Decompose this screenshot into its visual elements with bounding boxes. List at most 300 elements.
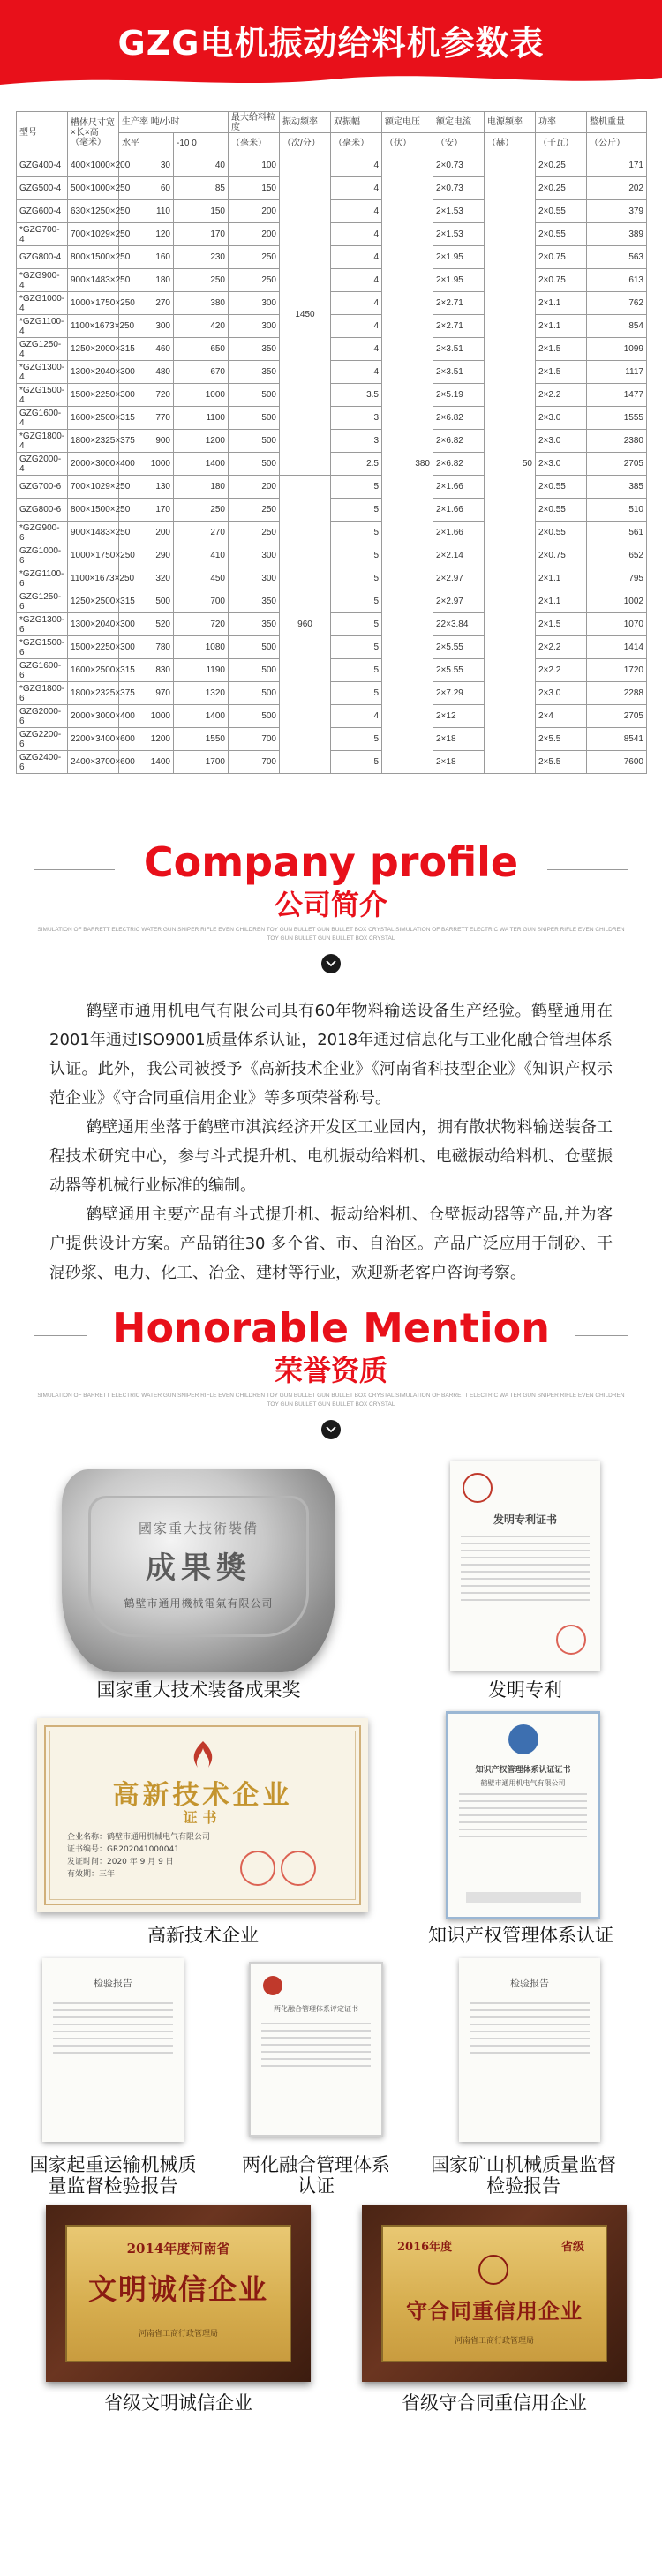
cell-max-feed-size: 250 (229, 269, 280, 292)
table-row (17, 751, 647, 774)
cell-weight: 202 (587, 177, 647, 200)
cell-chute-size: 2400×3700×600 (68, 751, 119, 774)
cell-model: GZG1250-4 (17, 338, 68, 361)
cell-power: 2×1.1 (536, 292, 587, 315)
page-title: GZG电机振动给料机参数表 (117, 24, 545, 63)
cell-amplitude: 4 (331, 292, 382, 315)
cell-max-feed-size: 250 (229, 246, 280, 269)
seal-icon (240, 1851, 275, 1886)
cell-model: GZG400-4 (17, 154, 68, 177)
header-freq-unit: （次/分） (280, 133, 331, 154)
cell-power: 2×0.55 (536, 200, 587, 223)
cell-capacity-horizontal: 270 (119, 292, 174, 315)
cell-power: 2×1.1 (536, 567, 587, 590)
cell-chute-size: 2000×3000×400 (68, 453, 119, 476)
header-current: 额定电流 (433, 112, 485, 133)
cell-capacity-horizontal: 180 (119, 269, 174, 292)
cell-current: 2×5.55 (433, 659, 485, 682)
cell-current: 2×12 (433, 705, 485, 728)
cell-current: 2×2.71 (433, 315, 485, 338)
plaque-subtitle: 國家重大技術裝備 (138, 1521, 259, 1536)
cell-amplitude: 3 (331, 407, 382, 430)
caption-integration: 两化融合管理体系认证 (242, 2154, 390, 2197)
cell-capacity-incline: 1400 (174, 705, 229, 728)
cell-weight: 652 (587, 544, 647, 567)
cell-current: 2×0.73 (433, 154, 485, 177)
cell-weight: 561 (587, 522, 647, 544)
cell-capacity-horizontal: 460 (119, 338, 174, 361)
cell-current: 2×18 (433, 751, 485, 774)
table-row (17, 292, 647, 315)
wenming-year: 2014年度河南省 (126, 2241, 230, 2257)
cell-weight: 8541 (587, 728, 647, 751)
cell-current: 2×2.71 (433, 292, 485, 315)
cell-chute-size: 1300×2040×300 (68, 361, 119, 384)
cell-current: 2×5.19 (433, 384, 485, 407)
shouhe-main: 守合同重信用企业 (406, 2298, 583, 2324)
header-voltage: 额定电压 (382, 112, 433, 133)
report-title: 检验报告 (94, 1978, 132, 1989)
hoisting-machinery-inspection-report (42, 1958, 184, 2142)
cell-power: 2×0.55 (536, 522, 587, 544)
cell-power: 2×1.5 (536, 338, 587, 361)
cell-current: 2×3.51 (433, 361, 485, 384)
cell-max-feed-size: 200 (229, 223, 280, 246)
patent-title: 发明专利证书 (493, 1513, 557, 1526)
cell-capacity-horizontal: 160 (119, 246, 174, 269)
table-row (17, 636, 647, 659)
cell-capacity-incline: 180 (174, 476, 229, 499)
cell-current: 2×1.66 (433, 522, 485, 544)
cell-chute-size: 1300×2040×300 (68, 613, 119, 636)
cell-model: GZG1000-6 (17, 544, 68, 567)
cell-weight: 510 (587, 499, 647, 522)
cell-weight: 613 (587, 269, 647, 292)
company-profile-tiny-text: SIMULATION OF BARRETT ELECTRIC WATER GUN SNIPER RIFLE EVEN CHILDREN TOY GUN BULLET GUN BULLET BOX CRYSTAL SIMULATION OF BARRETT ELECTRIC WA TER GUN SNIPER RIFLE EVEN CHILDREN TOY GUN BULLET GUN BULLET BOX CRYSTAL (37, 927, 625, 942)
cell-capacity-incline: 450 (174, 567, 229, 590)
cell-max-feed-size: 500 (229, 659, 280, 682)
cell-capacity-incline: 1700 (174, 751, 229, 774)
cell-power: 2×0.25 (536, 154, 587, 177)
cell-model: GZG2000-6 (17, 705, 68, 728)
cell-model: *GZG1500-4 (17, 384, 68, 407)
cell-weight: 171 (587, 154, 647, 177)
cell-chute-size: 1100×1673×250 (68, 567, 119, 590)
cell-max-feed-size: 700 (229, 751, 280, 774)
table-header-row (17, 112, 647, 133)
header-power: 功率 (536, 112, 587, 133)
table-row (17, 338, 647, 361)
caption-hoisting-report: 国家起重运输机械质量监督检验报告 (29, 2154, 197, 2197)
mining-machinery-inspection-report (459, 1958, 600, 2142)
cell-model: *GZG1300-4 (17, 361, 68, 384)
caption-ip-management: 知识产权管理体系认证 (428, 1925, 613, 1946)
table-row (17, 361, 647, 384)
cell-model: GZG2200-6 (17, 728, 68, 751)
cell-amplitude: 5 (331, 567, 382, 590)
cell-chute-size: 630×1250×250 (68, 200, 119, 223)
cell-amplitude: 4 (331, 361, 382, 384)
header-capacity-incline: -10 0 (174, 133, 229, 154)
header-wave-decoration (0, 65, 662, 92)
header-amp-unit: （毫米） (331, 133, 382, 154)
cell-capacity-incline: 150 (174, 200, 229, 223)
cell-current: 2×7.29 (433, 682, 485, 705)
cell-amplitude: 5 (331, 499, 382, 522)
cell-power: 2×3.0 (536, 453, 587, 476)
cell-weight: 795 (587, 567, 647, 590)
cell-amplitude: 5 (331, 751, 382, 774)
caption-contract-credit: 省级守合同重信用企业 (402, 2392, 587, 2414)
cell-amplitude: 5 (331, 476, 382, 499)
cell-capacity-horizontal: 300 (119, 315, 174, 338)
header-weight: 整机重量 (587, 112, 647, 133)
cell-voltage: 380 (382, 154, 433, 774)
cell-capacity-incline: 1550 (174, 728, 229, 751)
header-chute: 槽体尺寸宽×长×高（毫米） (68, 112, 119, 154)
cell-model: *GZG1300-6 (17, 613, 68, 636)
ip-management-certificate (446, 1711, 600, 1919)
cell-weight: 7600 (587, 751, 647, 774)
flame-icon (185, 1739, 221, 1769)
cell-model: *GZG1100-6 (17, 567, 68, 590)
spec-table-container (0, 92, 662, 774)
cell-amplitude: 4 (331, 177, 382, 200)
cell-chute-size: 2200×3400×600 (68, 728, 119, 751)
cell-weight: 385 (587, 476, 647, 499)
wenming-main: 文明诚信企业 (87, 2272, 268, 2306)
ip-cert-text-lines (448, 1793, 598, 1837)
caption-high-tech: 高新技术企业 (147, 1925, 259, 1946)
plaque-main-text: 成果獎 (146, 1551, 252, 1586)
cell-chute-size: 500×1000×250 (68, 177, 119, 200)
profile-paragraph-3: 鹤壁通用主要产品有斗式提升机、振动给料机、仓壁振动器等产品,并为客户提供设计方案。产品销往30 多个省、市、自治区。产品广泛应用于制砂、干混砂浆、电力、化工、冶金、建材等行业，欢迎新老客户咨询考察。 (49, 1205, 613, 1282)
cell-model: *GZG1800-4 (17, 430, 68, 453)
cell-weight: 379 (587, 200, 647, 223)
cell-max-feed-size: 350 (229, 590, 280, 613)
header-power-unit: （千瓦） (536, 133, 587, 154)
cell-model: GZG2000-4 (17, 453, 68, 476)
cell-weight: 389 (587, 223, 647, 246)
cell-power: 2×5.5 (536, 728, 587, 751)
cell-capacity-horizontal: 1400 (119, 751, 174, 774)
cell-max-feed-size: 300 (229, 292, 280, 315)
cell-max-feed-size: 350 (229, 338, 280, 361)
page-header (0, 0, 662, 92)
seal-icon (281, 1851, 316, 1886)
cell-capacity-horizontal: 500 (119, 590, 174, 613)
cell-max-feed-size: 300 (229, 544, 280, 567)
table-row (17, 430, 647, 453)
caption-patent: 发明专利 (488, 1679, 562, 1701)
cell-model: GZG500-4 (17, 177, 68, 200)
cell-capacity-horizontal: 520 (119, 613, 174, 636)
report-text-lines (42, 2002, 184, 2054)
cell-capacity-horizontal: 900 (119, 430, 174, 453)
cell-power: 2×0.75 (536, 544, 587, 567)
table-row (17, 223, 647, 246)
cell-current: 2×6.82 (433, 407, 485, 430)
profile-paragraph-1: 鹤壁市通用机电气有限公司具有60年物料输送设备生产经验。鹤壁通用在2001年通过ISO9001质量体系认证，2018年通过信息化与工业化融合管理体系认证。此外，我公司被授予《高新技术企业》《河南省科技型企业》《知识产权示范企业》《守合同重信用企业》等多项荣誉称号。 (49, 1002, 613, 1108)
header-maxsize-unit: （毫米） (229, 133, 280, 154)
honorable-mention-title-zh: 荣誉资质 (274, 1354, 387, 1387)
cell-current: 2×2.97 (433, 567, 485, 590)
cell-weight: 1099 (587, 338, 647, 361)
cell-capacity-incline: 670 (174, 361, 229, 384)
cell-weight: 563 (587, 246, 647, 269)
cell-amplitude: 5 (331, 544, 382, 567)
gaoxin-line-3: 发证时间：2020 年 9 月 9 日 (67, 1858, 174, 1866)
patent-text-lines (450, 1536, 600, 1601)
company-profile-title-zh: 公司简介 (274, 888, 387, 921)
cell-max-feed-size: 500 (229, 430, 280, 453)
cell-capacity-horizontal: 200 (119, 522, 174, 544)
certificates-gallery (0, 1461, 662, 2422)
cell-chute-size: 1800×2325×375 (68, 430, 119, 453)
cell-current: 2×0.73 (433, 177, 485, 200)
cell-max-feed-size: 100 (229, 154, 280, 177)
cell-amplitude: 5 (331, 728, 382, 751)
cell-capacity-incline: 170 (174, 223, 229, 246)
cell-capacity-incline: 720 (174, 613, 229, 636)
cell-model: *GZG900-4 (17, 269, 68, 292)
table-row (17, 613, 647, 636)
cell-max-feed-size: 500 (229, 453, 280, 476)
table-row (17, 659, 647, 682)
company-profile-title-en: Company profile (143, 838, 519, 886)
cell-weight: 762 (587, 292, 647, 315)
gaoxin-subtitle: 证书 (183, 1809, 222, 1826)
cell-power: 2×3.0 (536, 430, 587, 453)
cell-chute-size: 1250×2500×315 (68, 590, 119, 613)
cell-model: GZG1600-6 (17, 659, 68, 682)
cell-weight: 1414 (587, 636, 647, 659)
header-model: 型号 (17, 112, 68, 154)
cell-max-feed-size: 350 (229, 361, 280, 384)
cell-power: 2×1.1 (536, 590, 587, 613)
lianghua-title: 两化融合管理体系评定证书 (274, 2005, 358, 2013)
cell-capacity-horizontal: 130 (119, 476, 174, 499)
cell-amplitude: 2.5 (331, 453, 382, 476)
cell-power: 2×2.2 (536, 384, 587, 407)
cell-capacity-horizontal: 290 (119, 544, 174, 567)
cell-chute-size: 1100×1673×250 (68, 315, 119, 338)
gaoxin-title: 高新技术企业 (112, 1780, 293, 1811)
cell-max-feed-size: 150 (229, 177, 280, 200)
spec-table (16, 111, 647, 774)
cell-weight: 854 (587, 315, 647, 338)
chevron-down-icon (321, 1420, 341, 1439)
cell-capacity-horizontal: 170 (119, 499, 174, 522)
header-amp: 双振幅 (331, 112, 382, 133)
cell-capacity-incline: 700 (174, 590, 229, 613)
header-capacity: 生产率 吨/小时 (119, 112, 229, 133)
cell-capacity-horizontal: 720 (119, 384, 174, 407)
cell-current: 2×2.97 (433, 590, 485, 613)
cell-power: 2×2.2 (536, 636, 587, 659)
cell-capacity-horizontal: 110 (119, 200, 174, 223)
cell-power: 2×1.1 (536, 315, 587, 338)
cell-power: 2×0.75 (536, 269, 587, 292)
shouhe-level: 省级 (560, 2241, 584, 2254)
cell-power: 2×0.55 (536, 223, 587, 246)
caption-civilized-enterprise: 省级文明诚信企业 (104, 2392, 252, 2414)
emblem-icon (478, 2255, 508, 2285)
cell-amplitude: 3.5 (331, 384, 382, 407)
caption-achievement-award: 国家重大技术装备成果奖 (96, 1679, 301, 1701)
cell-model: GZG700-6 (17, 476, 68, 499)
cell-capacity-horizontal: 60 (119, 177, 174, 200)
gaoxin-line-2: 证书编号：GR202041000041 (67, 1845, 179, 1854)
cell-max-feed-size: 300 (229, 567, 280, 590)
table-row (17, 705, 647, 728)
achievement-award-plaque (62, 1469, 335, 1672)
cell-weight: 1720 (587, 659, 647, 682)
company-profile-text (0, 973, 662, 1288)
plaque-bottom-text: 鶴壁市通用機械電氣有限公司 (124, 1597, 274, 1610)
cell-weight: 1477 (587, 384, 647, 407)
cell-capacity-incline: 40 (174, 154, 229, 177)
cell-weight: 1555 (587, 407, 647, 430)
cell-power: 2×4 (536, 705, 587, 728)
cell-max-feed-size: 300 (229, 315, 280, 338)
table-row (17, 453, 647, 476)
gaoxin-line-1: 企业名称：鹤壁市通用机械电气有限公司 (67, 1833, 211, 1842)
cell-amplitude: 5 (331, 682, 382, 705)
cell-capacity-incline: 1080 (174, 636, 229, 659)
cell-weight: 2288 (587, 682, 647, 705)
gaoxin-details (67, 1831, 210, 1881)
cell-current: 2×5.55 (433, 636, 485, 659)
seal-icon (556, 1625, 586, 1655)
cell-model: GZG2400-6 (17, 751, 68, 774)
cell-chute-size: 900×1483×250 (68, 522, 119, 544)
cell-capacity-incline: 1200 (174, 430, 229, 453)
cell-model: *GZG700-4 (17, 223, 68, 246)
cell-amplitude: 4 (331, 200, 382, 223)
cell-power: 2×3.0 (536, 682, 587, 705)
table-row (17, 499, 647, 522)
cell-amplitude: 4 (331, 269, 382, 292)
cell-power: 2×1.5 (536, 361, 587, 384)
table-row (17, 200, 647, 223)
cell-capacity-incline: 1400 (174, 453, 229, 476)
cell-capacity-horizontal: 30 (119, 154, 174, 177)
cell-amplitude: 5 (331, 590, 382, 613)
table-row (17, 384, 647, 407)
chevron-down-icon (321, 954, 341, 973)
gaoxin-line-4: 有效期：三年 (67, 1870, 116, 1879)
table-row (17, 269, 647, 292)
cell-weight: 1117 (587, 361, 647, 384)
cell-amplitude: 4 (331, 315, 382, 338)
cell-max-feed-size: 500 (229, 407, 280, 430)
table-row (17, 682, 647, 705)
cell-amplitude: 5 (331, 636, 382, 659)
cell-chute-size: 1600×2500×315 (68, 659, 119, 682)
cell-amplitude: 4 (331, 246, 382, 269)
cell-weight: 2705 (587, 453, 647, 476)
honorable-mention-heading (0, 1303, 662, 1439)
cell-model: GZG800-6 (17, 499, 68, 522)
header-current-unit: （安） (433, 133, 485, 154)
table-row (17, 177, 647, 200)
cell-chute-size: 400×1000×200 (68, 154, 119, 177)
cell-max-feed-size: 200 (229, 200, 280, 223)
header-powerfreq-unit: （赫） (485, 133, 536, 154)
table-row (17, 154, 647, 177)
cell-capacity-incline: 1100 (174, 407, 229, 430)
company-profile-heading (0, 837, 662, 973)
cell-amplitude: 4 (331, 705, 382, 728)
cell-chute-size: 700×1029×250 (68, 476, 119, 499)
cell-current: 2×1.66 (433, 476, 485, 499)
caption-mining-report: 国家矿山机械质量监督检验报告 (431, 2154, 616, 2197)
cell-weight: 2705 (587, 705, 647, 728)
cell-current: 2×18 (433, 728, 485, 751)
cell-amplitude: 4 (331, 338, 382, 361)
cell-capacity-horizontal: 480 (119, 361, 174, 384)
table-row (17, 544, 647, 567)
heading-line-left (34, 1335, 87, 1336)
cell-chute-size: 1500×2250×300 (68, 636, 119, 659)
header-maxsize: 最大给料粒度 (229, 112, 280, 133)
report-title: 检验报告 (510, 1978, 549, 1989)
header-freq: 振动频率 (280, 112, 331, 133)
honorable-mention-title-en: Honorable Mention (112, 1304, 550, 1352)
header-powerfreq: 电源频率 (485, 112, 536, 133)
cell-power: 2×5.5 (536, 751, 587, 774)
table-row (17, 728, 647, 751)
table-row (17, 567, 647, 590)
cell-chute-size: 800×1500×250 (68, 499, 119, 522)
high-tech-enterprise-certificate (37, 1718, 368, 1912)
cell-max-feed-size: 200 (229, 476, 280, 499)
cell-current: 2×6.82 (433, 430, 485, 453)
cell-max-feed-size: 250 (229, 499, 280, 522)
table-row (17, 522, 647, 544)
header-capacity-horizontal: 水平 (119, 133, 174, 154)
cell-current: 2×1.95 (433, 246, 485, 269)
cell-max-feed-size: 350 (229, 613, 280, 636)
cell-amplitude: 3 (331, 430, 382, 453)
cell-capacity-incline: 1000 (174, 384, 229, 407)
cell-amplitude: 5 (331, 522, 382, 544)
cell-model: GZG1250-6 (17, 590, 68, 613)
cell-current: 2×1.53 (433, 200, 485, 223)
cell-amplitude: 5 (331, 659, 382, 682)
cell-capacity-incline: 250 (174, 269, 229, 292)
cell-capacity-incline: 270 (174, 522, 229, 544)
table-row (17, 476, 647, 499)
cell-capacity-incline: 230 (174, 246, 229, 269)
cell-power: 2×0.55 (536, 476, 587, 499)
cell-current: 22×3.84 (433, 613, 485, 636)
cell-power: 2×0.75 (536, 246, 587, 269)
table-row (17, 246, 647, 269)
cell-chute-size: 1600×2500×315 (68, 407, 119, 430)
cell-chute-size: 1000×1750×250 (68, 292, 119, 315)
cell-capacity-horizontal: 320 (119, 567, 174, 590)
shouhe-issuer: 河南省工商行政管理局 (454, 2337, 534, 2346)
cell-chute-size: 1250×2000×315 (68, 338, 119, 361)
cell-capacity-horizontal: 1000 (119, 453, 174, 476)
cell-current: 2×3.51 (433, 338, 485, 361)
cell-max-feed-size: 700 (229, 728, 280, 751)
cell-capacity-incline: 410 (174, 544, 229, 567)
cell-model: *GZG1000-4 (17, 292, 68, 315)
cell-chute-size: 1000×1750×250 (68, 544, 119, 567)
